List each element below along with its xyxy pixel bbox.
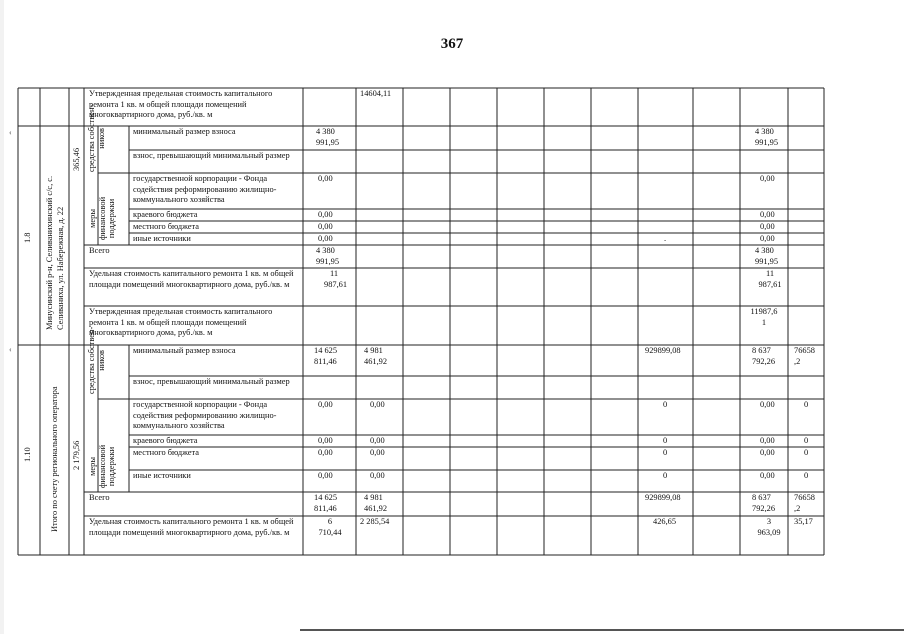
- cell-value: 4 380 991,95: [755, 127, 779, 147]
- cell-value: 0,00: [760, 400, 775, 409]
- cell-value: 0,00: [760, 436, 775, 445]
- cell-value: 2 285,54: [360, 517, 390, 526]
- regional-budget-label: краевого бюджета: [133, 210, 198, 219]
- min-contribution-label: минимальный размер взноса: [133, 127, 236, 136]
- cell-value: 0,00: [370, 400, 385, 409]
- cell-value: 0,00: [318, 222, 333, 231]
- cell-value: 4 981 461,92: [364, 493, 388, 513]
- approved-cost-value: 14604,11: [360, 89, 392, 98]
- approved-cost-label: Утвержденная предельная стоимость капитального ремонта 1 кв. м общей площади помещений многоквартирного дома, руб./кв. м: [89, 89, 273, 119]
- cell-value: 0: [663, 436, 668, 445]
- other-sources-label: иные источники: [133, 471, 191, 480]
- cell-value: 14 625 811,46: [314, 493, 338, 513]
- other-sources-label: иные источники: [133, 234, 191, 243]
- cell-value: 0,00: [370, 436, 385, 445]
- cell-value: 0,00: [318, 471, 333, 480]
- cell-value: 0,00: [760, 222, 775, 231]
- cell-value: 0,00: [760, 234, 775, 243]
- min-contribution-label: минимальный размер взноса: [133, 346, 236, 355]
- cell-value: 426,65: [653, 517, 677, 526]
- cell-value: 0,00: [760, 448, 775, 457]
- cell-value: 4 380 991,95: [316, 127, 340, 147]
- cell-value: 0,00: [760, 174, 775, 183]
- margin-mark: ‹: [9, 128, 12, 137]
- over-min-label: взнос, превышающий минимальный размер: [133, 151, 290, 160]
- cell-value: 0,00: [318, 400, 333, 409]
- cell-value: 0,00: [370, 448, 385, 457]
- area-value: 365,46: [72, 147, 81, 171]
- cell-value: 3 963,09: [757, 517, 781, 537]
- address-label: Минусинский р-н, Селиванихинский с/с, с. Селиваниха, ул. Набережная, д. 22: [45, 175, 65, 330]
- cell-value: 0: [663, 448, 668, 457]
- cell-value: 0,00: [370, 471, 385, 480]
- cell-value: 0,00: [318, 436, 333, 445]
- owners-funds-label: средства собствен- ников: [87, 326, 106, 394]
- cell-value: 76658 ,2: [794, 493, 815, 513]
- cell-value: 929899,08: [645, 346, 681, 355]
- cell-value: 0,00: [318, 210, 333, 219]
- cell-value: 0: [804, 471, 809, 480]
- cell-value: 929899,08: [645, 493, 681, 502]
- cell-value: 0: [663, 471, 668, 480]
- specific-cost-label: Удельная стоимость капитального ремонта 1 кв. м общей площади помещений многоквартирного дома, руб./кв. м: [89, 269, 294, 289]
- cell-value: 11987,6 1: [750, 307, 778, 327]
- regional-budget-label: краевого бюджета: [133, 436, 198, 445]
- cell-value: 11 987,61: [758, 269, 782, 289]
- cell-value: 0,00: [318, 448, 333, 457]
- margin-mark: ‹: [9, 345, 12, 354]
- cell-value: 4 380 991,95: [316, 246, 340, 266]
- state-corp-label: государственной корпорации - Фонда содействия реформированию жилищно-коммунального хозяйства: [133, 174, 277, 204]
- scan-dot: .: [664, 234, 667, 243]
- cell-value: 0,00: [318, 234, 333, 243]
- area-value: 2 179,56: [72, 440, 81, 470]
- cell-value: 0: [804, 400, 809, 409]
- financial-support-label: меры финансовой поддержки: [88, 196, 116, 240]
- financial-support-label: меры финансовой поддержки: [88, 444, 116, 488]
- cell-value: 8 637 792,26: [752, 493, 776, 513]
- local-budget-label: местного бюджета: [133, 448, 200, 457]
- state-corp-label: государственной корпорации - Фонда содействия реформированию жилищно-коммунального хозяйства: [133, 400, 277, 430]
- cell-value: 11 987,61: [324, 269, 348, 289]
- local-budget-label: местного бюджета: [133, 222, 200, 231]
- approved-cost-label: Утвержденная предельная стоимость капитального ремонта 1 кв. м общей площади помещений многоквартирного дома, руб./кв. м: [89, 307, 273, 337]
- regional-operator-total-label: Итого по счету регионального оператора: [50, 386, 59, 532]
- bottom-rule: [300, 629, 904, 631]
- row-number: 1.8: [23, 232, 32, 243]
- total-label: Всего: [89, 493, 110, 502]
- cell-value: 14 625 811,46: [314, 346, 338, 366]
- total-label: Всего: [89, 246, 110, 255]
- cell-value: 35,17: [794, 517, 813, 526]
- cell-value: 0: [804, 448, 809, 457]
- cell-value: 0: [804, 436, 809, 445]
- over-min-label: взнос, превышающий минимальный размер: [133, 377, 290, 386]
- owners-funds-label: средства собствен- ников: [87, 104, 106, 172]
- cell-value: 4 981 461,92: [364, 346, 388, 366]
- cell-value: 4 380 991,95: [755, 246, 779, 266]
- cell-value: 0: [663, 400, 668, 409]
- row-number: 1.10: [23, 447, 32, 462]
- cell-value: 76658 ,2: [794, 346, 815, 366]
- cell-value: 6 710,44: [318, 517, 342, 537]
- cell-value: 0,00: [318, 174, 333, 183]
- page-number: 367: [440, 36, 464, 52]
- cell-value: 8 637 792,26: [752, 346, 776, 366]
- cell-value: 0,00: [760, 210, 775, 219]
- cell-value: 0,00: [760, 471, 775, 480]
- specific-cost-label: Удельная стоимость капитального ремонта 1 кв. м общей площади помещений многоквартирного дома, руб./кв. м: [89, 517, 294, 537]
